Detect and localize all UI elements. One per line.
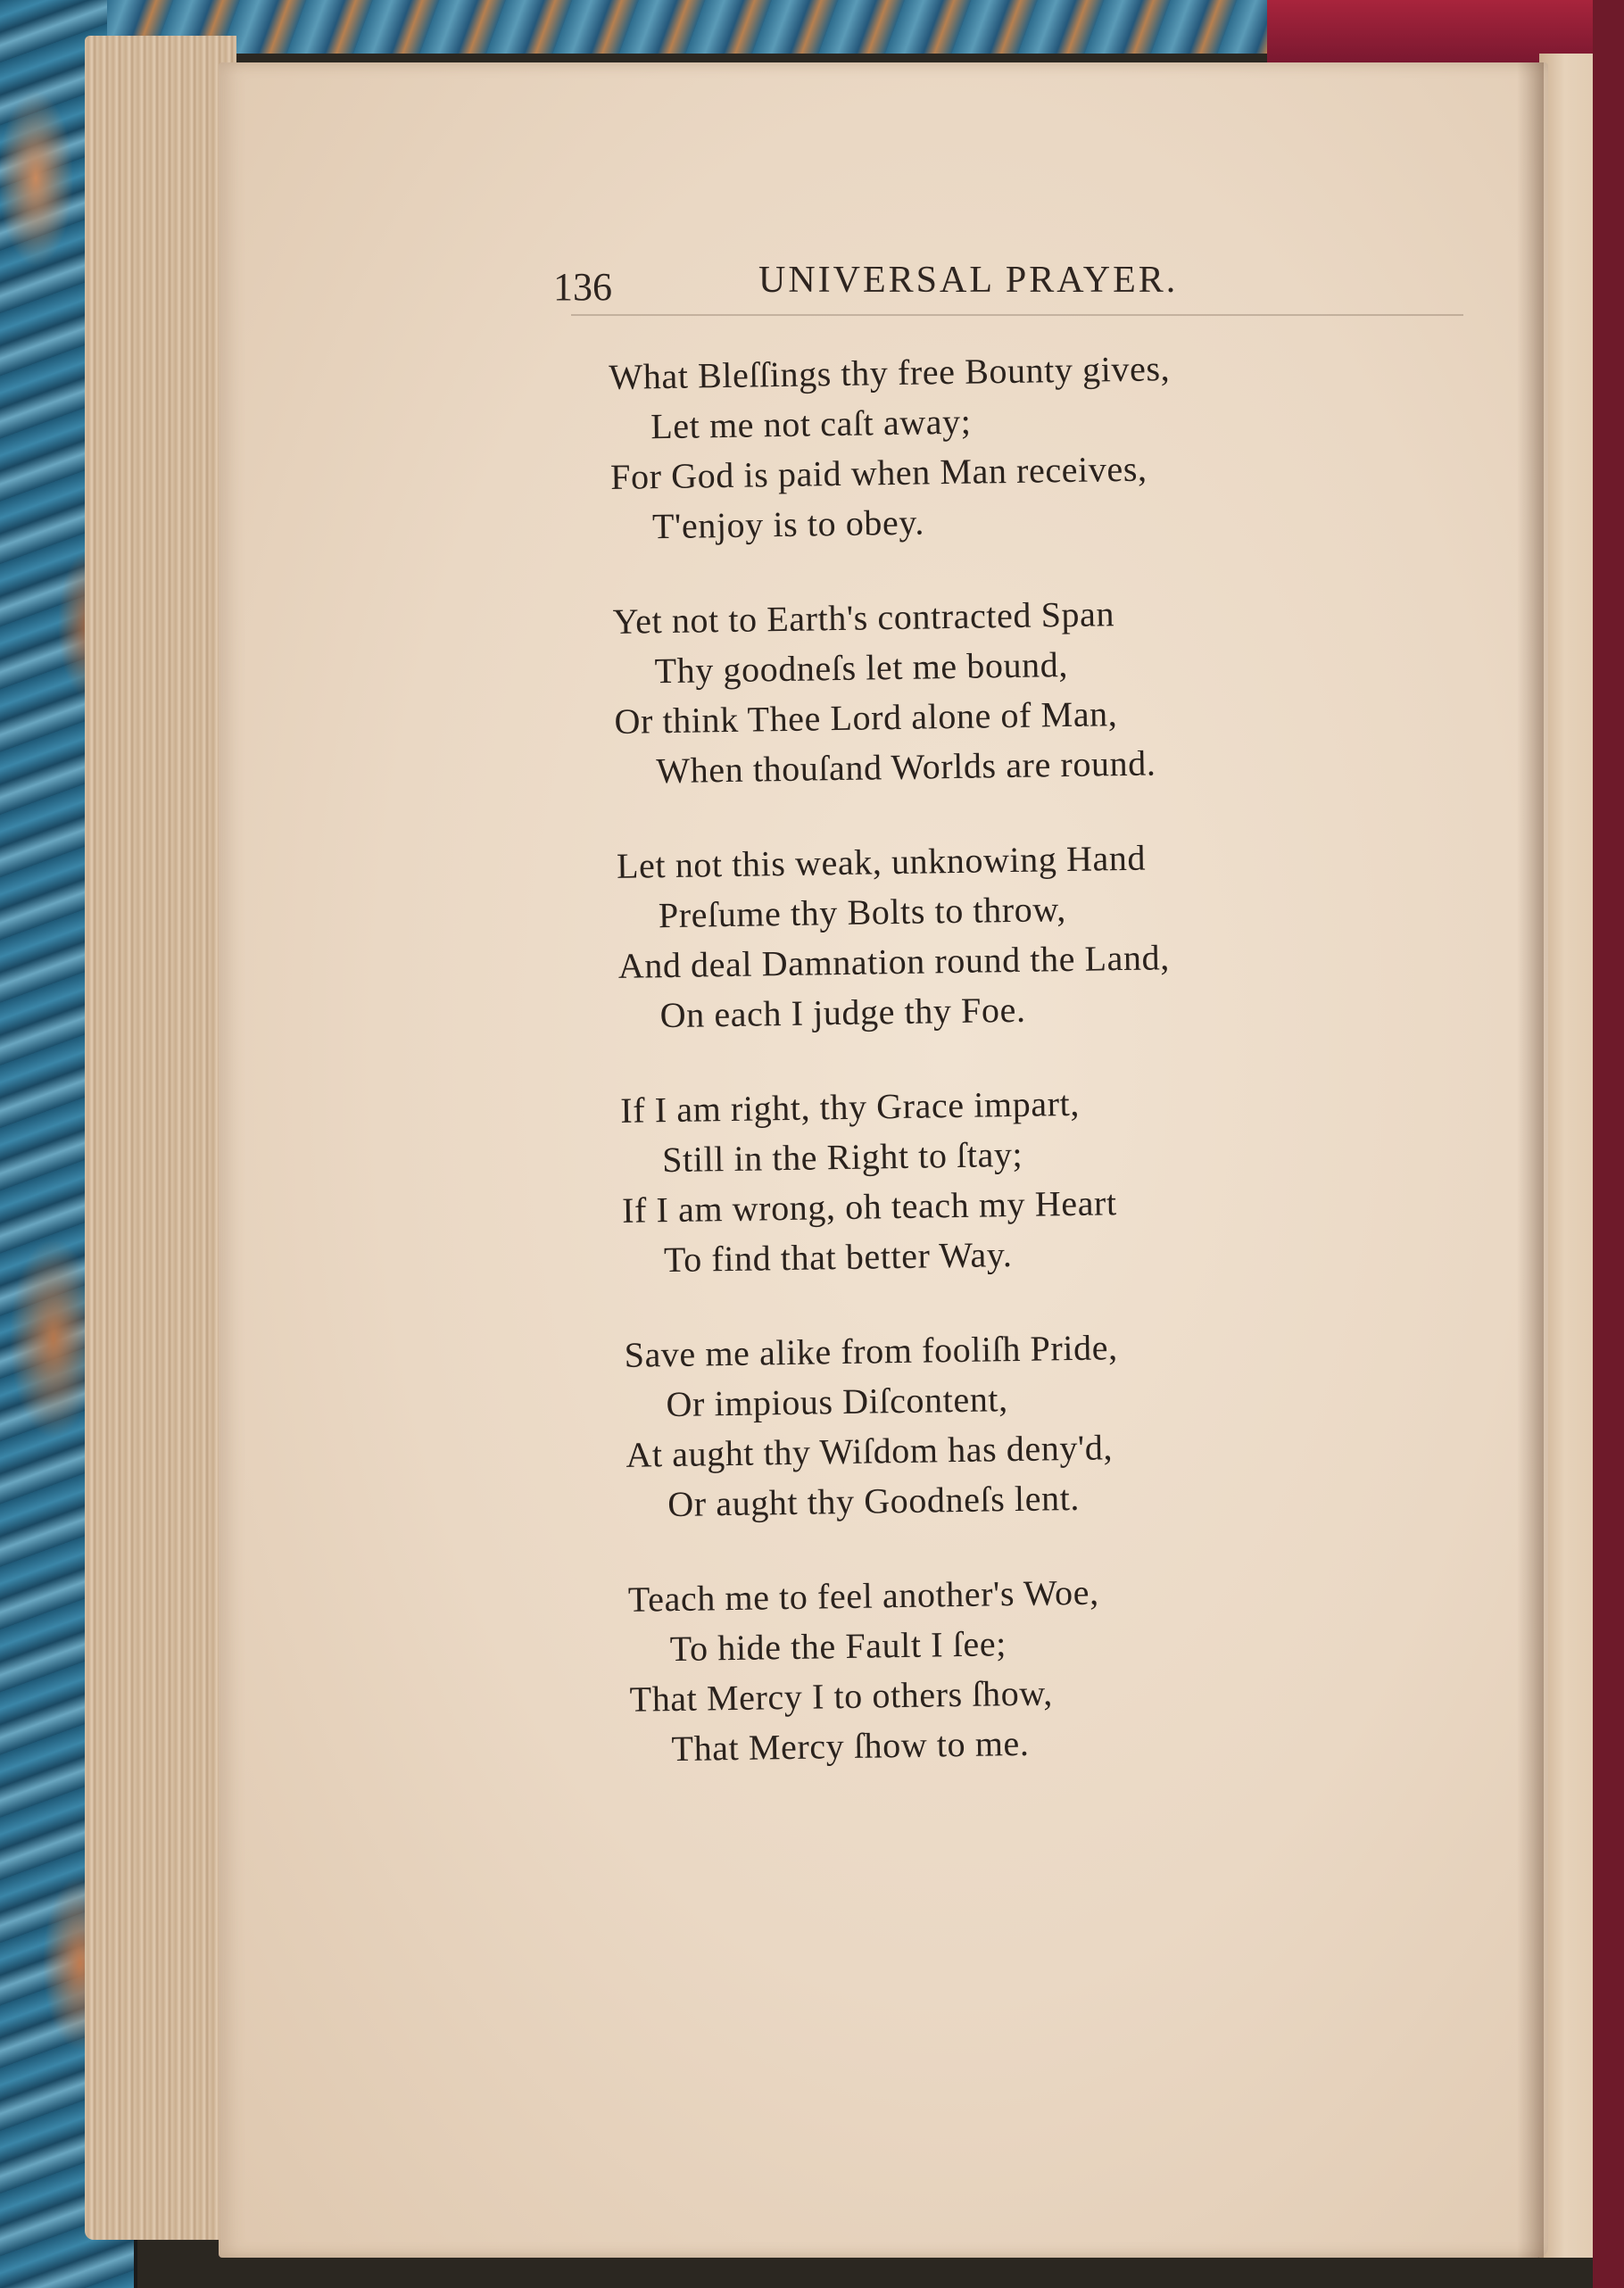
page-block-edges <box>85 36 236 2240</box>
verse-line: Let me not caſt away; <box>650 401 972 447</box>
verse-line: To find that better Way. <box>663 1234 1013 1281</box>
verse-line: Yet not to Earth's contracted Span <box>612 593 1115 642</box>
gutter-shadow <box>1517 62 1544 2258</box>
verse-line: Still in the Right to ſtay; <box>661 1133 1023 1181</box>
stanza-4 <box>620 1074 1426 1286</box>
verse-line: Thy goodneſs let me bound, <box>654 643 1069 692</box>
verse-line: At aught thy Wiſdom has deny'd, <box>626 1427 1114 1475</box>
verse-line: That Mercy ſhow to me. <box>671 1722 1030 1770</box>
stanza-5 <box>624 1318 1429 1530</box>
running-title: UNIVERSAL PRAYER. <box>758 260 1179 301</box>
stanza-6 <box>628 1563 1434 1775</box>
verse-line: If I am right, thy Grace impart, <box>619 1082 1081 1131</box>
page-number: 136 <box>553 265 612 309</box>
verse-line: Or impious Diſcontent, <box>666 1379 1008 1425</box>
running-head <box>535 259 1517 330</box>
verse-line: Save me alike from fooliſh Pride, <box>624 1327 1118 1375</box>
poem-text <box>609 340 1435 1820</box>
right-cover-edge <box>1593 0 1624 2288</box>
verse-line: If I am wrong, oh teach my Heart <box>621 1182 1117 1231</box>
verse-line: T'enjoy is to obey. <box>651 502 925 547</box>
stanza-1 <box>609 340 1414 552</box>
verse-line: Or aught thy Goodneſs lent. <box>667 1477 1081 1525</box>
verse-line: And deal Damnation round the Land, <box>617 937 1171 986</box>
verse-line: Teach me to feel another's Woe, <box>627 1571 1099 1620</box>
verse-line: Let not this weak, unknowing Hand <box>616 837 1147 886</box>
stanza-3 <box>617 829 1422 1041</box>
verse-line: What Bleſſings thy free Bounty gives, <box>609 348 1171 397</box>
verse-line: That Mercy I to others ſhow, <box>629 1672 1054 1720</box>
verse-line: When thouſand Worlds are round. <box>656 742 1156 792</box>
verse-line: Or think Thee Lord alone of Man, <box>614 693 1118 742</box>
stanza-2 <box>612 584 1418 797</box>
verse-line: To hide the Fault I ſee; <box>669 1623 1007 1670</box>
verse-line: On each I judge thy Foe. <box>659 989 1026 1036</box>
verse-line: Preſume thy Bolts to throw, <box>658 889 1067 936</box>
verse-line: For God is paid when Man receives, <box>609 448 1148 497</box>
header-rule <box>571 314 1463 316</box>
